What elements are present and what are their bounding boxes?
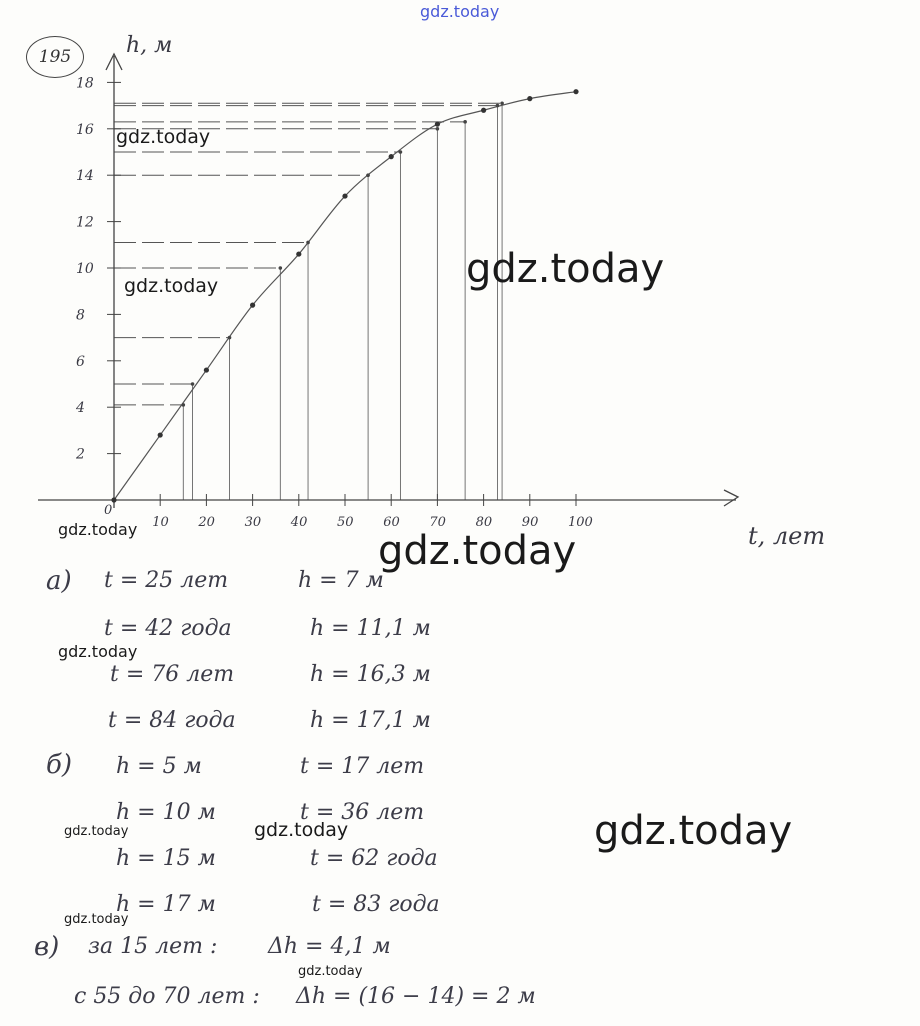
watermark: gdz.today: [254, 819, 349, 841]
x-tick-label: 30: [244, 515, 262, 530]
reading-point: [279, 266, 283, 270]
x-tick-label: 20: [198, 515, 215, 530]
watermark: gdz.today: [116, 126, 211, 148]
answer-a1-t: t = 25 лет: [104, 568, 229, 593]
y-tick-label: 18: [76, 75, 94, 92]
data-point: [296, 251, 301, 256]
answer-a2-h: h = 11,1 м: [310, 616, 431, 641]
part-b-label: б): [46, 750, 73, 780]
y-tick-label: 2: [76, 446, 85, 463]
answer-a4-t: t = 84 года: [108, 708, 236, 733]
y-tick-label: 10: [76, 261, 94, 277]
watermark: gdz.today: [58, 520, 138, 539]
watermark-top: gdz.today: [420, 2, 500, 21]
reading-point: [228, 336, 232, 340]
part-v-label: в): [34, 932, 60, 962]
answer-b3-h: h = 15 м: [116, 846, 216, 871]
x-tick-label: 70: [429, 515, 446, 530]
watermark: gdz.today: [64, 912, 129, 927]
x-tick-label: 0: [104, 503, 113, 518]
data-point: [158, 432, 163, 437]
answer-v1-result: Δh = 4,1 м: [268, 934, 391, 959]
data-point: [204, 367, 209, 372]
x-tick-label: 10: [152, 515, 169, 530]
answer-a2-t: t = 42 года: [104, 616, 232, 641]
reading-point: [306, 241, 310, 245]
watermark: gdz.today: [466, 246, 665, 292]
watermark: gdz.today: [64, 824, 129, 839]
reading-point: [366, 173, 370, 177]
y-tick-label: 12: [76, 214, 94, 231]
reading-point: [500, 101, 504, 105]
answer-b2-t: t = 36 лет: [300, 800, 425, 825]
x-tick-label: 50: [337, 515, 354, 530]
x-axis-arrow: [724, 490, 738, 506]
reading-point: [463, 120, 467, 124]
watermark: gdz.today: [594, 808, 793, 854]
answer-a3-h: h = 16,3 м: [310, 662, 431, 687]
answer-b4-t: t = 83 года: [312, 892, 440, 917]
answer-a4-h: h = 17,1 м: [310, 708, 431, 733]
y-tick-label: 16: [76, 121, 94, 138]
x-tick-label: 100: [568, 515, 593, 530]
answer-b1-h: h = 5 м: [116, 754, 202, 779]
reading-point: [496, 104, 500, 108]
watermark: gdz.today: [298, 964, 363, 979]
data-point: [389, 154, 394, 159]
answer-a3-t: t = 76 лет: [110, 662, 235, 687]
part-a-label: а): [46, 566, 72, 596]
data-point: [250, 303, 255, 308]
y-tick-label: 6: [76, 353, 85, 370]
data-point: [481, 108, 486, 113]
x-tick-label: 90: [521, 515, 539, 530]
reading-point: [436, 127, 440, 131]
x-axis-label: t, лет: [748, 522, 826, 550]
answer-b3-t: t = 62 года: [310, 846, 438, 871]
watermark: gdz.today: [58, 642, 138, 661]
guide-lines: [114, 103, 502, 500]
reading-point: [182, 403, 186, 407]
data-point: [342, 193, 347, 198]
answer-a1-h: h = 7 м: [298, 568, 384, 593]
x-tick-label: 80: [475, 515, 493, 530]
y-tick-label: 4: [76, 400, 85, 417]
data-point: [435, 122, 440, 127]
data-point: [111, 497, 116, 502]
data-point: [527, 96, 532, 101]
x-tick-label: 60: [383, 515, 400, 530]
reading-point: [191, 382, 195, 386]
reading-point: [399, 150, 403, 154]
watermark: gdz.today: [124, 275, 219, 297]
answer-v2-result: Δh = (16 − 14) = 2 м: [296, 984, 536, 1009]
answer-b1-t: t = 17 лет: [300, 754, 425, 779]
answer-v2: с 55 до 70 лет :: [74, 984, 260, 1009]
answer-v1: за 15 лет :: [88, 934, 218, 959]
y-tick-label: 8: [76, 307, 85, 324]
problem-number: 195: [26, 36, 84, 78]
data-point: [573, 89, 578, 94]
answer-b4-h: h = 17 м: [116, 892, 216, 917]
answer-b2-h: h = 10 м: [116, 800, 216, 825]
x-tick-label: 40: [290, 515, 308, 530]
y-tick-label: 14: [76, 168, 94, 185]
watermark: gdz.today: [378, 528, 577, 574]
y-axis-label: h, м: [126, 33, 173, 58]
